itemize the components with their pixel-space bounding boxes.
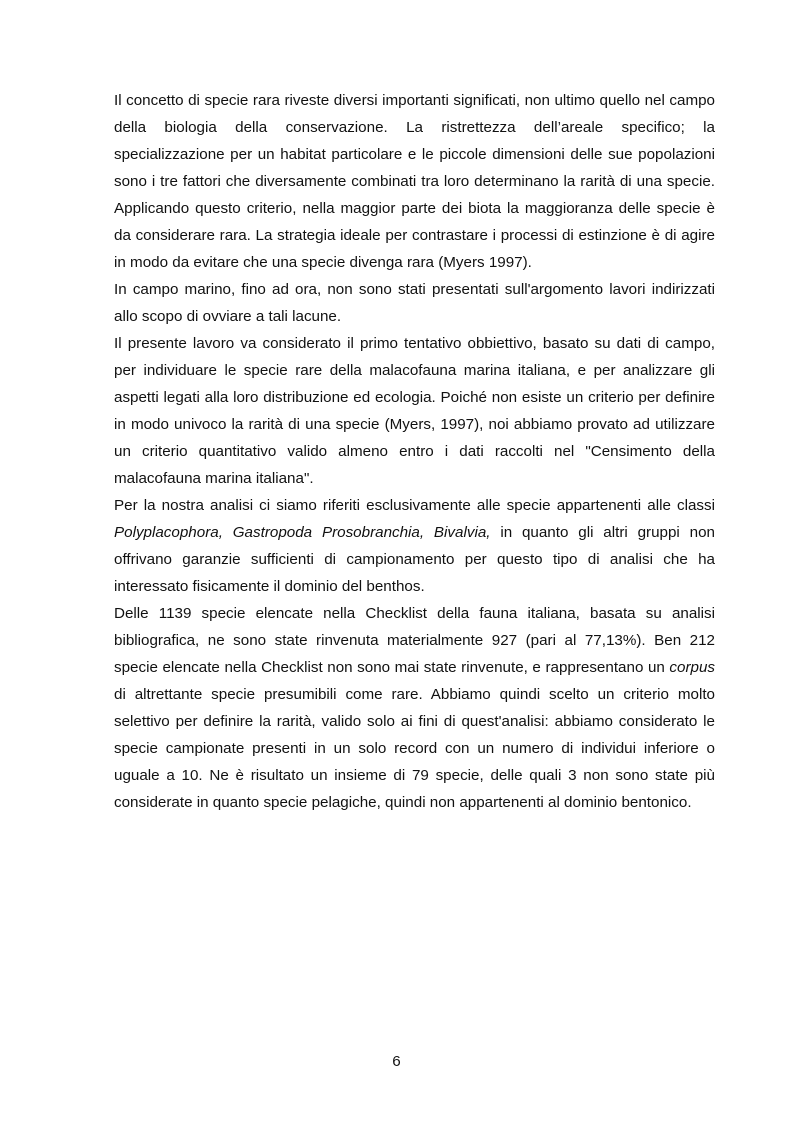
- paragraph-text-before: Delle 1139 specie elencate nella Checklist della fauna italiana, basata su analisi bibliografica, ne sono state rinvenuta materialmente 927 (pari al 77,13%). Ben 212 specie elencate nella Checklist non sono mai state rinvenute, e rappresentano un: [114, 605, 715, 676]
- paragraph-italic-corpus: corpus: [669, 659, 715, 676]
- paragraph-analysis-classes: [114, 492, 715, 600]
- paragraph-checklist-results: [114, 600, 715, 816]
- paragraph-text: Il presente lavoro va considerato il primo tentativo obbiettivo, basato su dati di campo, per individuare le specie rare della malacofauna marina italiana, e per analizzare gli aspetti legati alla loro distribuzione ed ecologia. Poiché non esiste un criterio per definire in modo univoco la rarità di una specie (Myers, 1997), noi abbiamo provato ad utilizzare un criterio quantitativo valido almeno entro i dati raccolti nel "Censimento della malacofauna marina italiana".: [114, 335, 715, 487]
- page-number: 6: [392, 1053, 401, 1070]
- paragraph-present-work: [114, 330, 715, 492]
- paragraph-italic-taxa: Polyplacophora, Gastropoda Prosobranchia, Bivalvia,: [114, 524, 491, 541]
- paragraph-marine-field: [114, 276, 715, 330]
- paragraph-text: Il concetto di specie rara riveste diversi importanti significati, non ultimo quello nel campo della biologia della conservazione. La ristrettezza dell’areale specifico; la specializzazione per un habitat particolare e le piccole dimensioni delle sue popolazioni sono i tre fattori che diversamente combinati tra loro determinano la rarità di una specie. Applicando questo criterio, nella maggior parte dei biota la maggioranza delle specie è da considerare rara. La strategia ideale per contrastare i processi di estinzione è di agire in modo da evitare che una specie divenga rara (Myers 1997).: [114, 92, 715, 271]
- page-body: [114, 87, 715, 816]
- paragraph-text-after: in quanto gli altri gruppi non offrivano garanzie sufficienti di campionamento per questo tipo di analisi che ha interessato fisicamente il dominio del benthos.: [114, 524, 715, 595]
- paragraph-text: In campo marino, fino ad ora, non sono stati presentati sull'argomento lavori indirizzati allo scopo di ovviare a tali lacune.: [114, 281, 715, 325]
- paragraph-text-before: Per la nostra analisi ci siamo riferiti esclusivamente alle specie appartenenti alle classi: [114, 497, 715, 514]
- paragraph-rare-species-concept: [114, 87, 715, 276]
- paragraph-text-after: di altrettante specie presumibili come rare. Abbiamo quindi scelto un criterio molto selettivo per definire la rarità, valido solo ai fini di quest'analisi: abbiamo considerato le specie campionate presenti in un solo record con un numero di individui inferiore o uguale a 10. Ne è risultato un insieme di 79 specie, delle quali 3 non sono state più considerate in quanto specie pelagiche, quindi non appartenenti al dominio bentonico.: [114, 686, 715, 811]
